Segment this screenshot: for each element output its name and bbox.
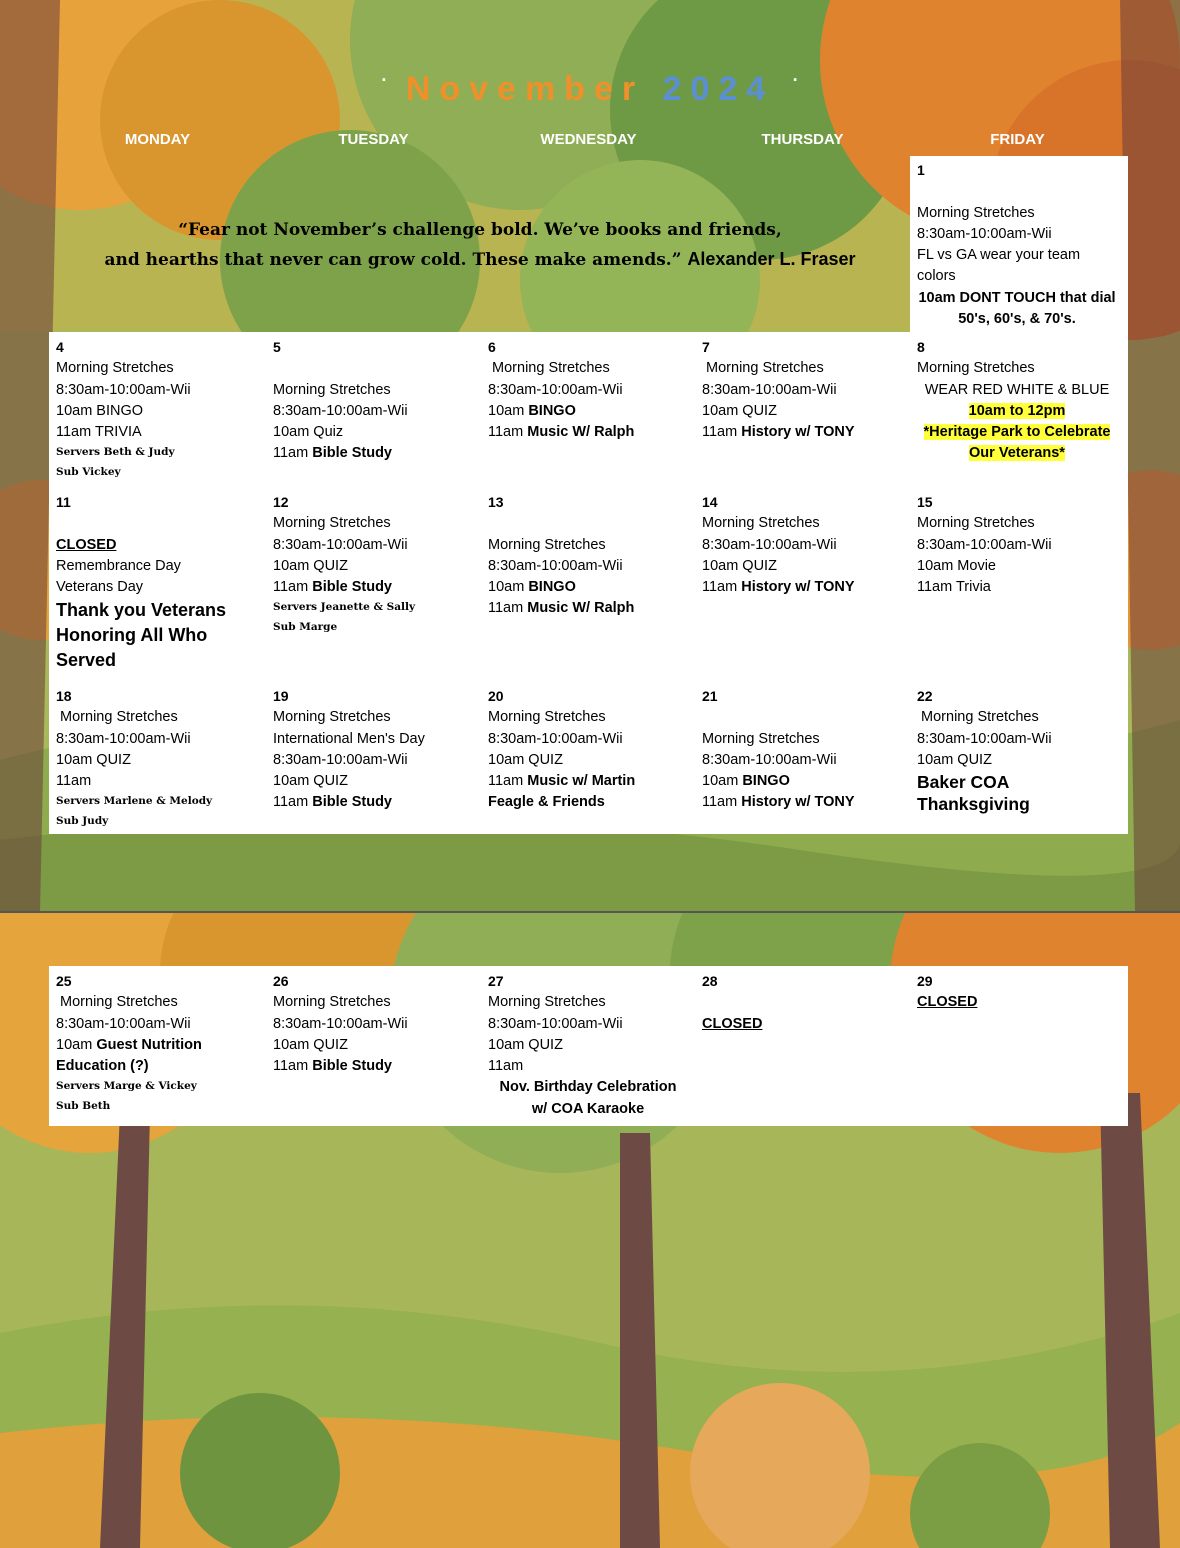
day-number: 8 — [917, 339, 925, 355]
event-line: Morning Stretches — [56, 360, 174, 377]
event-line: WEAR RED WHITE & BLUE — [924, 381, 1110, 398]
servers-note: Servers Beth & Judy — [56, 446, 175, 459]
event-line: 11am Music W/ Ralph — [488, 424, 635, 441]
event-line: 10am BINGO — [488, 579, 576, 596]
month-name: November — [405, 70, 645, 108]
day-number: 7 — [702, 339, 710, 355]
day-number: 11 — [56, 494, 71, 510]
event-line: Veterans Day — [56, 579, 144, 596]
sub-note: Sub Judy — [56, 814, 109, 827]
event-line: 10am QUIZ — [488, 1036, 563, 1053]
event-line: 11am History w/ TONY — [702, 794, 855, 811]
day-cell-21 — [695, 686, 909, 814]
event-line: 10am Quiz — [273, 424, 344, 441]
servers-note: Servers Marge & Vickey — [56, 1080, 197, 1093]
event-line: Education (?) — [56, 1058, 149, 1075]
highlight-text: Thanksgiving — [917, 794, 1030, 815]
event-line: 8:30am-10:00am-Wii — [273, 751, 408, 768]
day-cell-5 — [266, 337, 480, 465]
day-number: 12 — [273, 494, 289, 510]
event-line: Morning Stretches — [917, 204, 1035, 221]
event-line: 8:30am-10:00am-Wii — [488, 1015, 623, 1032]
event-line: Feagle & Friends — [488, 794, 605, 811]
event-line: 11am Music W/ Ralph — [488, 600, 635, 617]
event-line: 10am BINGO — [488, 402, 576, 419]
weekday-thursday: THURSDAY — [761, 131, 844, 148]
day-number: 19 — [273, 688, 289, 704]
event-line: 11am Bible Study — [273, 579, 392, 596]
event-line: Morning Stretches — [273, 994, 391, 1011]
day-number: 27 — [488, 973, 504, 989]
servers-note: Servers Marlene & Melody — [56, 795, 213, 808]
event-line: 10am QUIZ — [273, 1036, 348, 1053]
day-number: 13 — [488, 494, 504, 510]
event-line: 8:30am-10:00am-Wii — [917, 730, 1052, 747]
veterans-highlight — [917, 401, 1117, 465]
weekday-friday: FRIDAY — [990, 131, 1045, 148]
highlight-line: Our Veterans* — [969, 445, 1065, 462]
day-number: 21 — [702, 688, 718, 704]
day-cell-28 — [695, 971, 909, 1035]
event-line: Morning Stretches — [917, 709, 1039, 726]
closed-label: CLOSED — [56, 536, 117, 553]
sub-note: Sub Vickey — [56, 465, 121, 478]
day-number: 5 — [273, 339, 281, 355]
event-line: FL vs GA wear your team colors — [917, 247, 1081, 285]
highlight-text: Honoring All Who — [56, 625, 208, 646]
event-line: 11am History w/ TONY — [702, 579, 855, 596]
day-cell-26 — [266, 971, 480, 1077]
event-line: 8:30am-10:00am-Wii — [273, 402, 408, 419]
event-line: 8:30am-10:00am-Wii — [56, 730, 191, 747]
event-line: Morning Stretches — [702, 730, 820, 747]
event-line: 8:30am-10:00am-Wii — [56, 1015, 191, 1032]
event-line: Nov. Birthday Celebration — [499, 1079, 677, 1096]
quote-author: Alexander L. Fraser — [687, 249, 856, 269]
day-cell-22 — [910, 686, 1128, 815]
event-line: 10am QUIZ — [273, 557, 348, 574]
weekday-tuesday: TUESDAY — [338, 131, 409, 148]
quote-line-2 — [80, 245, 880, 275]
event-line: 8:30am-10:00am-Wii — [488, 381, 623, 398]
event-line: Morning Stretches — [273, 709, 391, 726]
event-line: Morning Stretches — [917, 360, 1035, 377]
weekday-monday: MONDAY — [124, 131, 191, 148]
day-number: 18 — [56, 688, 72, 704]
event-line: Morning Stretches — [488, 709, 606, 726]
day-number: 28 — [702, 973, 718, 989]
event-line: 8:30am-10:00am-Wii — [273, 1015, 408, 1032]
year: 2024 — [662, 70, 775, 108]
event-line: 8:30am-10:00am-Wii — [702, 381, 837, 398]
event-line: International Men's Day — [273, 730, 425, 747]
event-line: 10am QUIZ — [702, 557, 777, 574]
event-line: 10am QUIZ — [917, 751, 992, 768]
event-line: 11am TRIVIA — [56, 424, 142, 441]
day-cell-25 — [49, 971, 264, 1116]
closed-label: CLOSED — [917, 994, 978, 1011]
day-cell-19 — [266, 686, 480, 814]
event-line: 10am BINGO — [56, 402, 144, 419]
day-cell-8 — [910, 337, 1128, 465]
day-number: 22 — [917, 688, 933, 704]
event-line: 8:30am-10:00am-Wii — [917, 225, 1052, 242]
event-line: 11am — [56, 773, 92, 790]
event-line: 11am Music w/ Martin — [488, 773, 636, 790]
day-number: 15 — [917, 494, 933, 510]
event-line: 8:30am-10:00am-Wii — [917, 536, 1052, 553]
event-line: 11am Bible Study — [273, 445, 392, 462]
event-line: Morning Stretches — [56, 709, 178, 726]
event-line: 8:30am-10:00am-Wii — [488, 557, 623, 574]
event-line: 10am QUIZ — [488, 751, 563, 768]
day-number: 1 — [917, 162, 925, 178]
quote-line-2-text: and hearths that never can grow cold. These make amends.” — [104, 250, 682, 270]
day-number: 6 — [488, 339, 496, 355]
event-line: w/ COA Karaoke — [531, 1100, 645, 1117]
event-line: 10am Guest Nutrition — [56, 1036, 202, 1053]
highlight-text: Baker COA — [917, 772, 1010, 793]
servers-note: Servers Jeanette & Sally — [273, 601, 416, 614]
event-line: Morning Stretches — [273, 381, 391, 398]
november-quote — [80, 216, 880, 275]
event-line: Morning Stretches — [488, 994, 606, 1011]
day-cell-15 — [910, 492, 1128, 598]
event-line: 8:30am-10:00am-Wii — [56, 381, 191, 398]
calendar-title — [0, 70, 1180, 109]
event-line: 10am DONT TOUCH that dial 50's, 60's, & 70's. — [918, 289, 1116, 328]
event-line: 11am — [488, 1058, 524, 1075]
event-line: 11am History w/ TONY — [702, 424, 855, 441]
event-line: 10am Movie — [917, 557, 996, 574]
day-number: 4 — [56, 339, 64, 355]
highlight-text: Thank you Veterans — [56, 600, 227, 621]
closed-label: CLOSED — [702, 1015, 763, 1032]
day-cell-13 — [481, 492, 694, 620]
day-cell-18 — [49, 686, 264, 831]
title-dot-icon: · — [381, 70, 388, 90]
event-line: 11am Bible Study — [273, 794, 392, 811]
page-divider — [0, 911, 1180, 913]
day-cell-11 — [49, 492, 264, 673]
day-number: 26 — [273, 973, 289, 989]
day-number: 14 — [702, 494, 718, 510]
event-line: Morning Stretches — [488, 360, 610, 377]
event-line: 10am QUIZ — [56, 751, 131, 768]
event-line: 8:30am-10:00am-Wii — [702, 751, 837, 768]
sub-note: Sub Beth — [56, 1099, 111, 1112]
event-line: Remembrance Day — [56, 557, 181, 574]
event-line: 8:30am-10:00am-Wii — [702, 536, 837, 553]
event-line: Morning Stretches — [488, 536, 606, 553]
day-cell-4 — [49, 337, 264, 482]
weekday-wednesday: WEDNESDAY — [540, 131, 637, 148]
event-line: 8:30am-10:00am-Wii — [273, 536, 408, 553]
highlight-line: *Heritage Park to Celebrate — [923, 424, 1111, 441]
event-line: 10am QUIZ — [273, 773, 348, 790]
day-cell-7 — [695, 337, 909, 443]
day-number: 29 — [917, 973, 933, 989]
day-number: 25 — [56, 973, 72, 989]
day-cell-14 — [695, 492, 909, 598]
day-cell-1 — [910, 160, 1128, 330]
day-cell-12 — [266, 492, 480, 637]
highlight-text: Served — [56, 650, 117, 671]
day-cell-6 — [481, 337, 694, 443]
highlight-line: 10am to 12pm — [968, 402, 1066, 419]
title-dot-icon: · — [792, 70, 799, 90]
day-cell-27 — [481, 971, 694, 1120]
quote-line-1: “Fear not November’s challenge bold. We’ve books and friends, — [178, 220, 782, 240]
event-line: 8:30am-10:00am-Wii — [488, 730, 623, 747]
day-cell-20 — [481, 686, 694, 814]
event-line: 10am BINGO — [702, 773, 790, 790]
event-line: Morning Stretches — [273, 515, 391, 532]
event-line: 11am Bible Study — [273, 1058, 392, 1075]
event-line: 10am QUIZ — [702, 402, 777, 419]
event-line: 11am Trivia — [917, 579, 991, 596]
sub-note: Sub Marge — [273, 620, 338, 633]
event-line: Morning Stretches — [702, 360, 824, 377]
event-line: Morning Stretches — [702, 515, 820, 532]
event-line: Morning Stretches — [917, 515, 1035, 532]
day-cell-29 — [910, 971, 1128, 1014]
event-line: Morning Stretches — [56, 994, 178, 1011]
day-number: 20 — [488, 688, 504, 704]
